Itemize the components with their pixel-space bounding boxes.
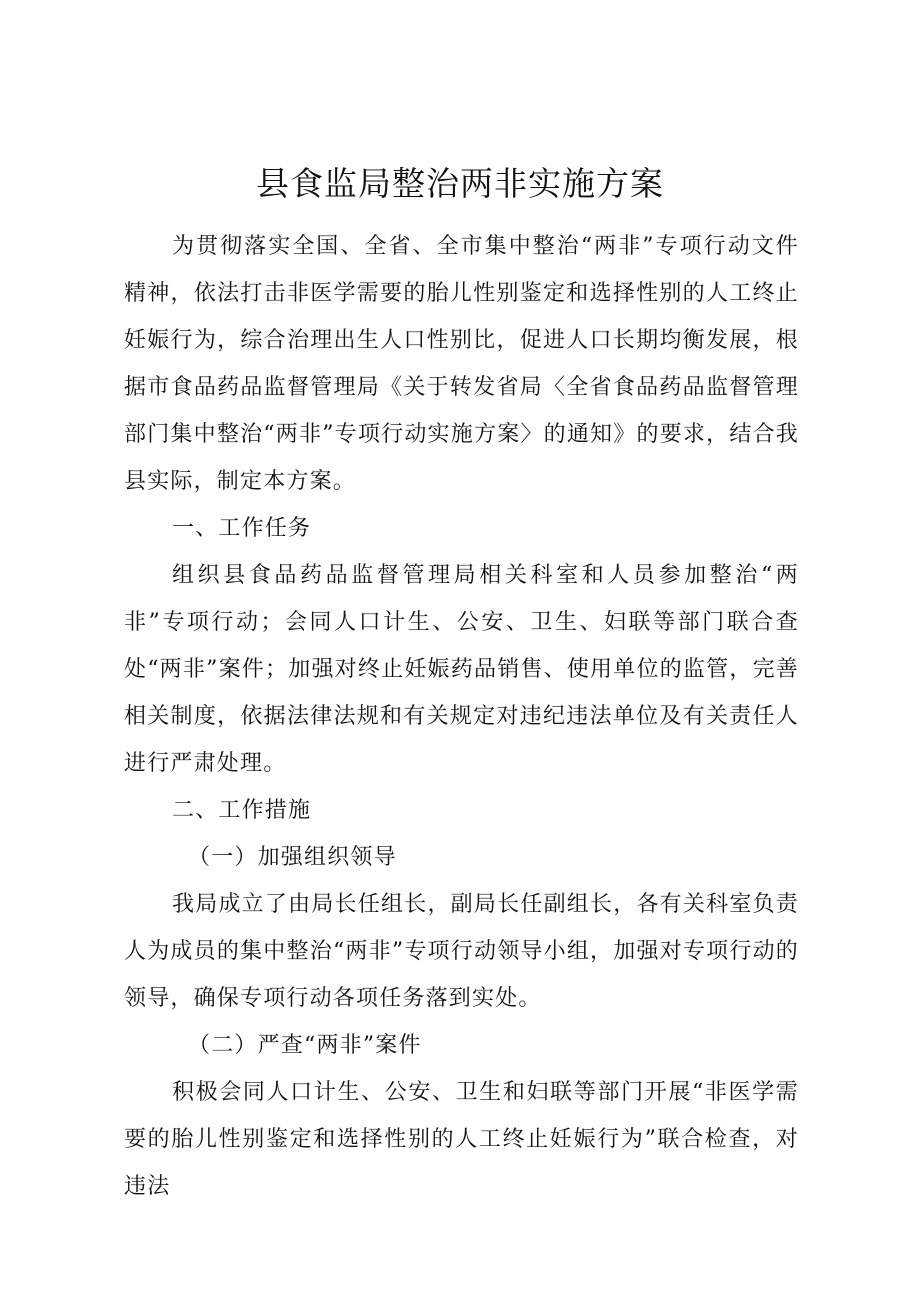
subsection-2-heading: （二）严查“两非”案件 (188, 1033, 422, 1058)
section-1-heading: 一、工作任务 (172, 516, 312, 541)
section-2-heading: 二、工作措施 (172, 798, 312, 823)
document-body (124, 223, 799, 1210)
intro-paragraph: 为贯彻落实全国、全省、全市集中整治“两非”专项行动文件精神，依法打击非医学需要的胎儿性别鉴定和选择性别的人工终止妊娠行为，综合治理出生人口性别比，促进人口长期均衡发展，根据市食品药品监督管理局《关于转发省局〈全省食品药品监督管理部门集中整治“两非”专项行动实施方案〉的通知》的要求，结合我县实际，制定本方案。 (124, 234, 799, 494)
document-title: 县食监局整治两非实施方案 (256, 164, 664, 203)
section-1-paragraph: 组织县食品药品监督管理局相关科室和人员参加整治“两非”专项行动；会同人口计生、公安、卫生、妇联等部门联合查处“两非”案件；加强对终止妊娠药品销售、使用单位的监管，完善相关制度，依据法律法规和有关规定对违纪违法单位及有关责任人进行严肃处理。 (124, 563, 799, 776)
subsection-1-heading: （一）加强组织领导 (188, 845, 397, 870)
subsection-1-paragraph: 我局成立了由局长任组长，副局长任副组长，各有关科室负责人为成员的集中整治“两非”专项行动领导小组，加强对专项行动的领导，确保专项行动各项任务落到实处。 (124, 892, 799, 1011)
subsection-2-paragraph: 积极会同人口计生、公安、卫生和妇联等部门开展“非医学需要的胎儿性别鉴定和选择性别的人工终止妊娠行为”联合检查，对违法 (124, 1080, 799, 1199)
